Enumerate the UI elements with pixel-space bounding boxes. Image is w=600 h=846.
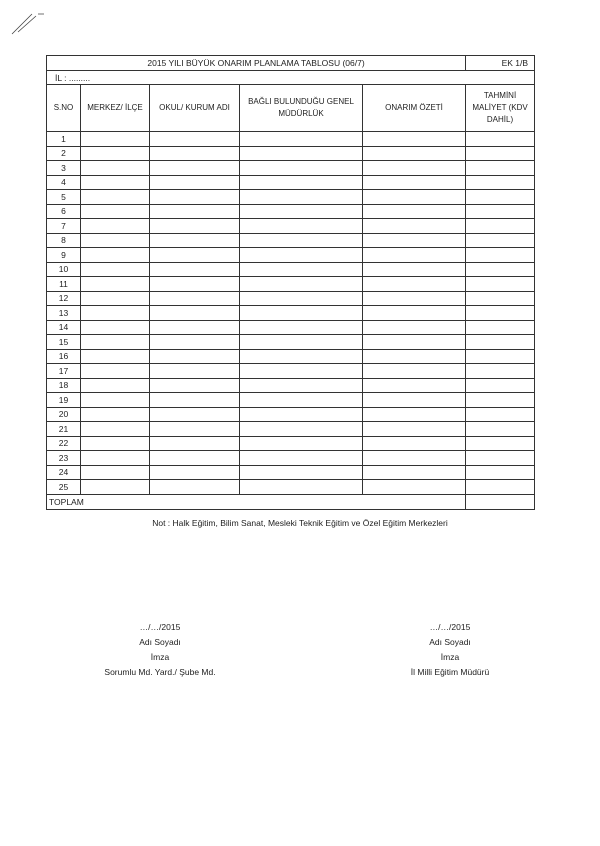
empty-cell bbox=[363, 422, 466, 437]
row-number: 15 bbox=[47, 335, 81, 350]
empty-cell bbox=[240, 436, 363, 451]
sig-sign: İmza bbox=[150, 652, 170, 662]
empty-cell bbox=[240, 422, 363, 437]
appendix-label: EK 1/B bbox=[466, 56, 535, 71]
empty-cell bbox=[150, 306, 240, 321]
row-number: 6 bbox=[47, 204, 81, 219]
empty-cell bbox=[466, 378, 535, 393]
empty-cell bbox=[363, 233, 466, 248]
row-number: 11 bbox=[47, 277, 81, 292]
empty-cell bbox=[363, 364, 466, 379]
empty-cell bbox=[363, 306, 466, 321]
empty-cell bbox=[81, 132, 150, 147]
empty-cell bbox=[240, 320, 363, 335]
table-row bbox=[47, 190, 535, 205]
sig-title: İl Milli Eğitim Müdürü bbox=[410, 667, 490, 677]
empty-cell bbox=[240, 146, 363, 161]
row-number: 25 bbox=[47, 480, 81, 495]
table-row bbox=[47, 132, 535, 147]
row-number: 19 bbox=[47, 393, 81, 408]
empty-cell bbox=[81, 204, 150, 219]
empty-cell bbox=[466, 262, 535, 277]
empty-cell bbox=[240, 204, 363, 219]
empty-cell bbox=[81, 451, 150, 466]
empty-cell bbox=[150, 349, 240, 364]
empty-cell bbox=[466, 465, 535, 480]
empty-cell bbox=[150, 378, 240, 393]
empty-cell bbox=[150, 436, 240, 451]
row-number: 5 bbox=[47, 190, 81, 205]
empty-cell bbox=[81, 436, 150, 451]
empty-cell bbox=[150, 248, 240, 263]
header-row bbox=[47, 85, 535, 132]
empty-cell bbox=[240, 364, 363, 379]
empty-cell bbox=[150, 451, 240, 466]
empty-cell bbox=[150, 132, 240, 147]
empty-cell bbox=[150, 190, 240, 205]
table-row bbox=[47, 378, 535, 393]
empty-cell bbox=[150, 393, 240, 408]
row-number: 8 bbox=[47, 233, 81, 248]
empty-cell bbox=[466, 219, 535, 234]
empty-cell bbox=[363, 262, 466, 277]
table-row bbox=[47, 480, 535, 495]
empty-cell bbox=[240, 451, 363, 466]
empty-cell bbox=[240, 233, 363, 248]
empty-cell bbox=[466, 364, 535, 379]
empty-cell bbox=[240, 306, 363, 321]
empty-cell bbox=[466, 132, 535, 147]
empty-cell bbox=[466, 175, 535, 190]
empty-cell bbox=[466, 291, 535, 306]
empty-cell bbox=[81, 335, 150, 350]
table-row bbox=[47, 349, 535, 364]
empty-cell bbox=[240, 175, 363, 190]
empty-cell bbox=[81, 146, 150, 161]
row-number: 3 bbox=[47, 161, 81, 176]
empty-cell bbox=[81, 480, 150, 495]
empty-cell bbox=[81, 320, 150, 335]
empty-cell bbox=[363, 480, 466, 495]
empty-cell bbox=[150, 219, 240, 234]
row-number: 17 bbox=[47, 364, 81, 379]
row-number: 21 bbox=[47, 422, 81, 437]
empty-cell bbox=[363, 204, 466, 219]
row-number: 7 bbox=[47, 219, 81, 234]
row-number: 4 bbox=[47, 175, 81, 190]
empty-cell bbox=[240, 407, 363, 422]
empty-cell bbox=[466, 306, 535, 321]
table-row bbox=[47, 320, 535, 335]
empty-cell bbox=[240, 219, 363, 234]
sig-sign: İmza bbox=[440, 652, 460, 662]
empty-cell bbox=[466, 233, 535, 248]
signature-block-right bbox=[370, 620, 530, 680]
empty-cell bbox=[81, 161, 150, 176]
row-number: 14 bbox=[47, 320, 81, 335]
empty-cell bbox=[150, 291, 240, 306]
table-row bbox=[47, 422, 535, 437]
table-row bbox=[47, 262, 535, 277]
row-number: 20 bbox=[47, 407, 81, 422]
province-field: İL : ......... bbox=[47, 71, 535, 85]
empty-cell bbox=[466, 335, 535, 350]
table-row bbox=[47, 306, 535, 321]
table-row bbox=[47, 219, 535, 234]
row-number: 18 bbox=[47, 378, 81, 393]
empty-cell bbox=[81, 277, 150, 292]
sig-name: Adı Soyadı bbox=[139, 637, 181, 647]
empty-cell bbox=[466, 422, 535, 437]
col-header-repair-summary: ONARIM ÖZETİ bbox=[363, 85, 466, 132]
empty-cell bbox=[81, 465, 150, 480]
row-number: 23 bbox=[47, 451, 81, 466]
empty-cell bbox=[81, 378, 150, 393]
empty-cell bbox=[363, 291, 466, 306]
sig-date: …/…/2015 bbox=[139, 622, 181, 632]
empty-cell bbox=[81, 407, 150, 422]
row-number: 10 bbox=[47, 262, 81, 277]
empty-cell bbox=[150, 161, 240, 176]
col-header-directorate: BAĞLI BULUNDUĞU GENEL MÜDÜRLÜK bbox=[240, 85, 363, 132]
table-row bbox=[47, 291, 535, 306]
signature-block-left bbox=[75, 620, 245, 680]
empty-cell bbox=[240, 480, 363, 495]
empty-cell bbox=[81, 364, 150, 379]
empty-cell bbox=[466, 436, 535, 451]
empty-cell bbox=[466, 349, 535, 364]
empty-cell bbox=[150, 407, 240, 422]
empty-cell bbox=[150, 204, 240, 219]
empty-cell bbox=[240, 465, 363, 480]
empty-cell bbox=[240, 393, 363, 408]
empty-cell bbox=[466, 204, 535, 219]
empty-cell bbox=[150, 146, 240, 161]
empty-cell bbox=[466, 190, 535, 205]
row-number: 13 bbox=[47, 306, 81, 321]
row-number: 1 bbox=[47, 132, 81, 147]
empty-cell bbox=[240, 378, 363, 393]
table-row bbox=[47, 465, 535, 480]
sig-name: Adı Soyadı bbox=[429, 637, 471, 647]
row-number: 2 bbox=[47, 146, 81, 161]
empty-cell bbox=[363, 407, 466, 422]
empty-cell bbox=[81, 422, 150, 437]
table-row bbox=[47, 364, 535, 379]
col-header-sno: S.NO bbox=[47, 85, 81, 132]
empty-cell bbox=[466, 393, 535, 408]
empty-cell bbox=[466, 146, 535, 161]
empty-cell bbox=[363, 378, 466, 393]
empty-cell bbox=[363, 190, 466, 205]
empty-cell bbox=[240, 262, 363, 277]
row-number: 16 bbox=[47, 349, 81, 364]
empty-cell bbox=[240, 349, 363, 364]
empty-cell bbox=[150, 480, 240, 495]
row-number: 9 bbox=[47, 248, 81, 263]
empty-cell bbox=[240, 190, 363, 205]
empty-cell bbox=[150, 233, 240, 248]
empty-cell bbox=[81, 190, 150, 205]
repair-planning-table bbox=[46, 55, 535, 510]
empty-cell bbox=[150, 465, 240, 480]
empty-cell bbox=[363, 146, 466, 161]
total-label: TOPLAM bbox=[47, 494, 466, 509]
table-row bbox=[47, 146, 535, 161]
empty-cell bbox=[466, 320, 535, 335]
table-row bbox=[47, 248, 535, 263]
footnote: Not : Halk Eğitim, Bilim Sanat, Mesleki Teknik Eğitim ve Özel Eğitim Merkezleri bbox=[152, 518, 448, 528]
empty-cell bbox=[466, 407, 535, 422]
empty-cell bbox=[363, 451, 466, 466]
table-title: 2015 YILI BÜYÜK ONARIM PLANLAMA TABLOSU (06/7) bbox=[47, 56, 466, 71]
empty-cell bbox=[363, 161, 466, 176]
empty-cell bbox=[466, 248, 535, 263]
empty-cell bbox=[466, 451, 535, 466]
empty-cell bbox=[81, 306, 150, 321]
pen-mark bbox=[10, 8, 60, 38]
empty-cell bbox=[81, 233, 150, 248]
empty-cell bbox=[363, 132, 466, 147]
row-number: 22 bbox=[47, 436, 81, 451]
empty-cell bbox=[363, 465, 466, 480]
empty-cell bbox=[363, 436, 466, 451]
empty-cell bbox=[363, 393, 466, 408]
table-row bbox=[47, 393, 535, 408]
empty-cell bbox=[240, 291, 363, 306]
empty-cell bbox=[81, 175, 150, 190]
table-row bbox=[47, 233, 535, 248]
empty-cell bbox=[81, 291, 150, 306]
empty-cell bbox=[81, 248, 150, 263]
empty-cell bbox=[150, 364, 240, 379]
row-number: 12 bbox=[47, 291, 81, 306]
row-number: 24 bbox=[47, 465, 81, 480]
total-cost-cell bbox=[466, 494, 535, 509]
empty-cell bbox=[363, 320, 466, 335]
empty-cell bbox=[466, 277, 535, 292]
empty-cell bbox=[363, 175, 466, 190]
empty-cell bbox=[81, 349, 150, 364]
col-header-district: MERKEZ/ İLÇE bbox=[81, 85, 150, 132]
table-row bbox=[47, 204, 535, 219]
empty-cell bbox=[150, 175, 240, 190]
sig-title: Sorumlu Md. Yard./ Şube Md. bbox=[104, 667, 216, 677]
empty-cell bbox=[466, 161, 535, 176]
empty-cell bbox=[150, 422, 240, 437]
empty-cell bbox=[150, 262, 240, 277]
empty-cell bbox=[363, 248, 466, 263]
empty-cell bbox=[240, 335, 363, 350]
empty-cell bbox=[240, 277, 363, 292]
col-header-cost: TAHMİNİ MALİYET (KDV DAHİL) bbox=[466, 85, 535, 132]
total-row bbox=[47, 494, 535, 509]
empty-cell bbox=[240, 132, 363, 147]
empty-cell bbox=[150, 320, 240, 335]
empty-cell bbox=[81, 262, 150, 277]
empty-cell bbox=[363, 219, 466, 234]
table-row bbox=[47, 407, 535, 422]
table-row bbox=[47, 175, 535, 190]
sig-date: …/…/2015 bbox=[429, 622, 471, 632]
empty-cell bbox=[150, 335, 240, 350]
empty-cell bbox=[81, 393, 150, 408]
empty-cell bbox=[363, 335, 466, 350]
empty-cell bbox=[466, 480, 535, 495]
table-row bbox=[47, 161, 535, 176]
table-row bbox=[47, 335, 535, 350]
table-row bbox=[47, 451, 535, 466]
col-header-school: OKUL/ KURUM ADI bbox=[150, 85, 240, 132]
table-row bbox=[47, 277, 535, 292]
empty-cell bbox=[240, 248, 363, 263]
empty-cell bbox=[240, 161, 363, 176]
empty-cell bbox=[81, 219, 150, 234]
table-row bbox=[47, 436, 535, 451]
empty-cell bbox=[363, 349, 466, 364]
empty-cell bbox=[363, 277, 466, 292]
empty-cell bbox=[150, 277, 240, 292]
